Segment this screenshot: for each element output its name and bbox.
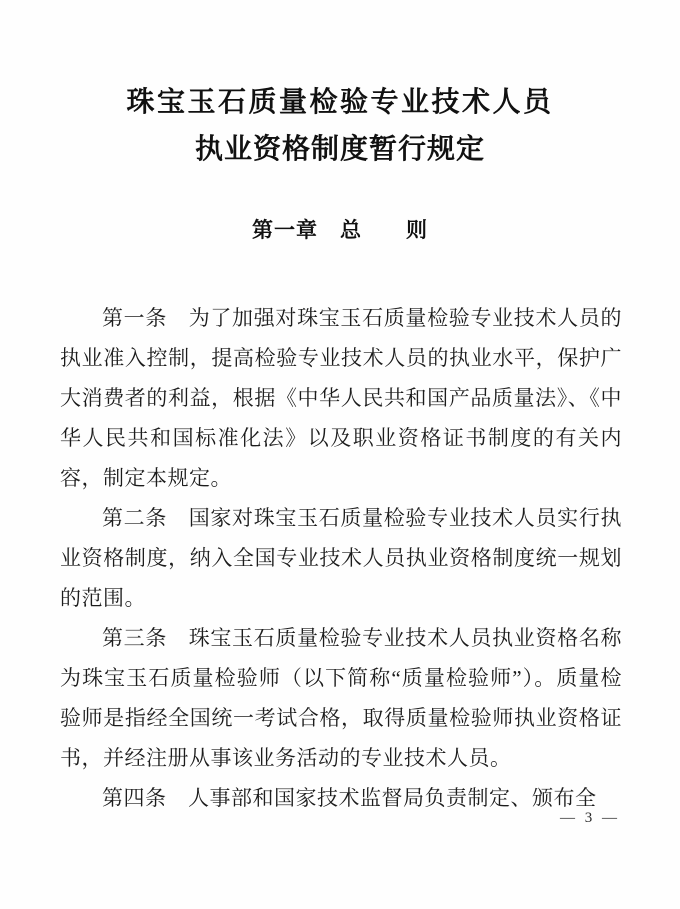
article-paragraph-2: 第二条 国家对珠宝玉石质量检验专业技术人员实行执业资格制度，纳入全国专业技术人员执业资格制度统一规划的范围。 — [60, 506, 622, 610]
document-title-line-2: 执业资格制度暂行规定 — [194, 133, 485, 164]
chapter-heading: 第一章 总 则 — [252, 219, 428, 242]
article-paragraph-4-truncated: 第四条 人事部和国家技术监督局负责制定、颁布全 — [102, 786, 597, 810]
document-title-line-1: 珠宝玉石质量检验专业技术人员 — [126, 86, 554, 117]
article-paragraph-1: 第一条 为了加强对珠宝玉石质量检验专业技术人员的执业准入控制，提高检验专业技术人员的执业水平，保护广大消费者的利益，根据《中华人民共和国产品质量法》、《中华人民共和国标准化法》以及职业资格证书制度的有关内容，制定本规定。 — [60, 306, 622, 490]
page-number: — 3 — — [560, 810, 620, 826]
article-paragraph-3: 第三条 珠宝玉石质量检验专业技术人员执业资格名称为珠宝玉石质量检验师（以下简称“质量检验师”）。质量检验师是指经全国统一考试合格，取得质量检验师执业资格证书，并经注册从事该业务活动的专业技术人员。 — [60, 626, 622, 770]
document-body — [60, 298, 622, 818]
document-title — [0, 78, 680, 172]
